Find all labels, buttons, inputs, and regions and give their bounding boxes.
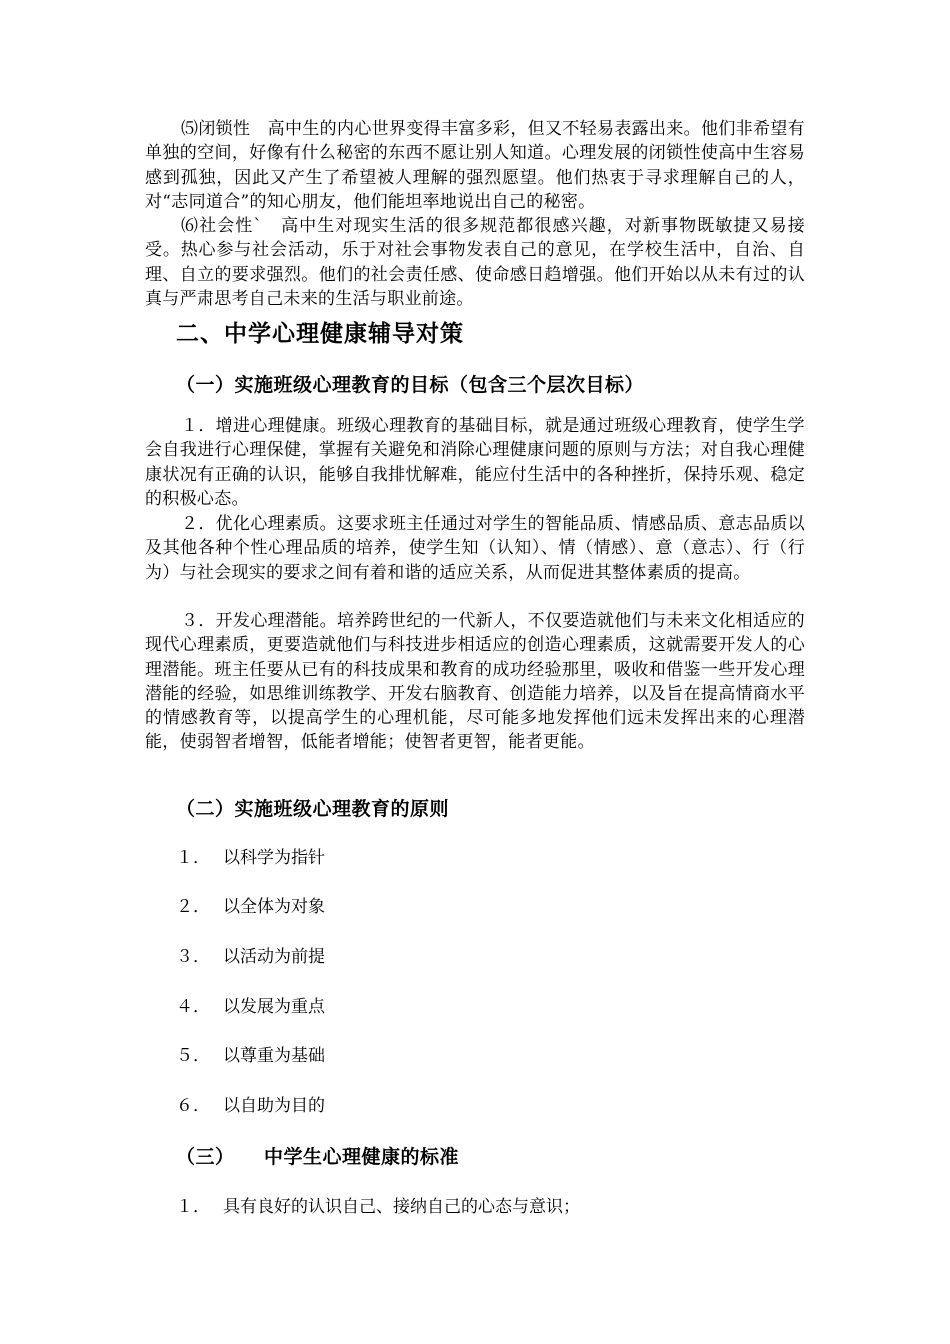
principle-item: １． 以科学为指针 bbox=[176, 848, 325, 868]
principle-item: ４． 以发展为重点 bbox=[176, 997, 325, 1017]
goal-item-1: １．增进心理健康。班级心理教育的基础目标，就是通过班级心理教育，使学生学会自我进行心理保健，掌握有关避免和消除心理健康问题的原则与方法；对自我心理健康状况有正确的认识，能够自我排忧解难，能应付生活中的各种挫折，保持乐观、稳定的积极心态。 bbox=[145, 416, 805, 509]
goal-item-3: ３．开发心理潜能。培养跨世纪的一代新人，不仅要造就他们与未来文化相适应的现代心理素质，更要造就他们与科技进步相适应的创造心理素质，这就需要开发人的心理潜能。班主任要从已有的科技成果和教育的成功经验那里，吸收和借鉴一些开发心理潜能的经验，如思维训练教学、开发右脑教育、创造能力培养，以及旨在提高情商水平的情感教育等，以提高学生的心理机能，尽可能多地发挥他们远未发挥出来的心理潜能，使弱智者增智，低能者增能；使智者更智，能者更能。 bbox=[145, 611, 805, 753]
paragraph-sociality: ⑹社会性` 高中生对现实生活的很多规范都很感兴趣，对新事物既敏捷又易接受。热心参与社会活动，乐于对社会事物发表自己的意见，在学校生活中，自治、自理、自立的要求强烈。他们的社会责任感、使命感日趋增强。他们开始以从未有过的认真与严肃思考自己未来的生活与职业前途。 bbox=[145, 216, 805, 309]
paragraph-closedness: ⑸闭锁性 高中生的内心世界变得丰富多彩，但又不轻易表露出来。他们非希望有单独的空间，好像有什么秘密的东西不愿让别人知道。心理发展的闭锁性使高中生容易感到孤独，因此又产生了希望被人理解的强烈愿望。他们热衷于寻求理解自己的人，对“志同道合”的知心朋友，他们能坦率地说出自己的秘密。 bbox=[145, 119, 805, 212]
subsection-heading-standards: （三） 中学生心理健康的标准 bbox=[176, 1146, 460, 1168]
goal-item-2: ２．优化心理素质。这要求班主任通过对学生的智能品质、情感品质、意志品质以及其他各种个性心理品质的培养，使学生知（认知）、情（情感）、意（意志）、行（行为）与社会现实的要求之间有着和谐的适应关系，从而促进其整体素质的提高。 bbox=[145, 514, 805, 583]
principle-item: ５． 以尊重为基础 bbox=[176, 1046, 325, 1066]
principle-item: ３． 以活动为前提 bbox=[176, 947, 325, 967]
subsection-heading-principles: （二）实施班级心理教育的原则 bbox=[176, 798, 450, 820]
standard-item: １． 具有良好的认识自己、接纳自己的心态与意识； bbox=[176, 1197, 580, 1217]
principle-item: ２． 以全体为对象 bbox=[176, 897, 325, 917]
principle-item: ６． 以自助为目的 bbox=[176, 1096, 325, 1116]
section-heading: 二、中学心理健康辅导对策 bbox=[176, 321, 464, 347]
subsection-heading-goals: （一）实施班级心理教育的目标（包含三个层次目标） bbox=[176, 374, 645, 396]
